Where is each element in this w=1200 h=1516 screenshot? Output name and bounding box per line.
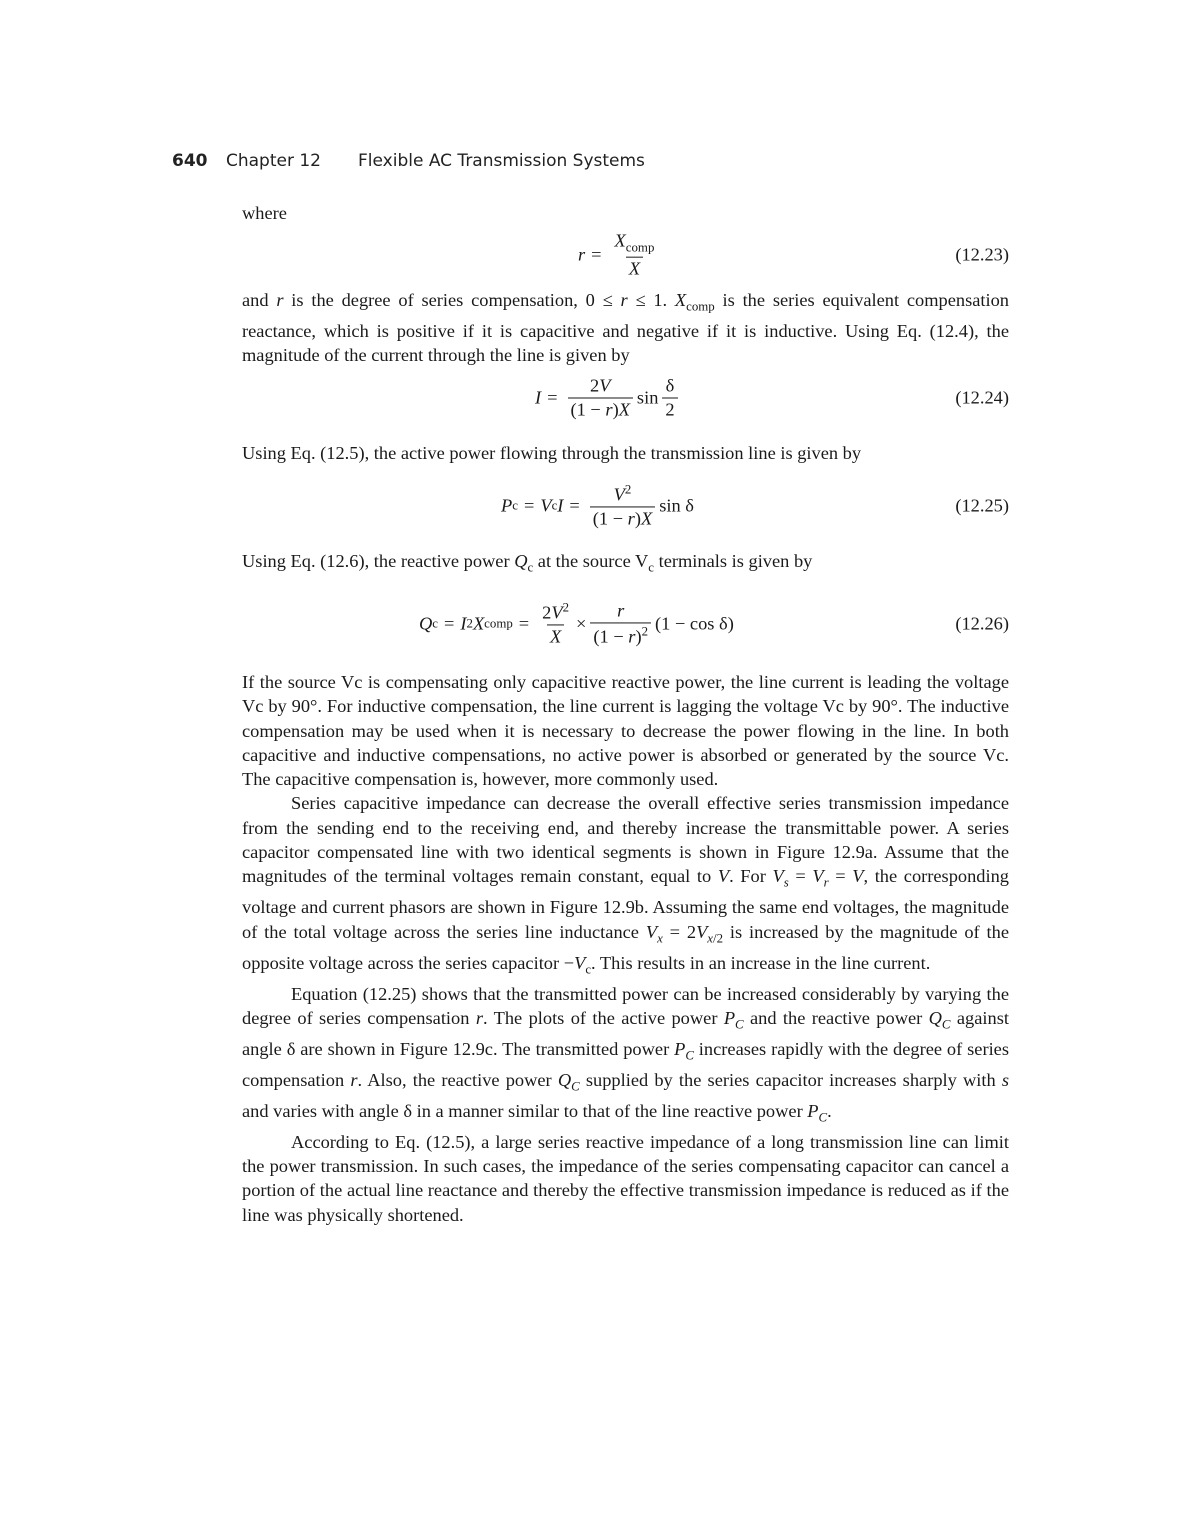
paragraph-2: Using Eq. (12.5), the active power flowing through the transmission line is given by bbox=[242, 443, 862, 463]
paragraph-3: Using Eq. (12.6), the reactive power $Q_c$ at the source $V_c$ terminals is given by bbox=[242, 551, 813, 575]
running-header bbox=[172, 151, 645, 171]
equation-number: (12.25) bbox=[955, 495, 1009, 516]
equation-12-26: Q c = I 2 X comp = $\frac{2V^2}{X}$ × $\frac{r}{(1 - r)^2}$ (1 − cos δ) (12.26) bbox=[419, 600, 1009, 647]
paragraph-7: According to Eq. (12.5), a large series reactive impedance of a long transmission line can limit the power transmission. In such cases, the impedance of the series compensating capacitor can cancel a portion of the actual line reactance and thereby the effective transmission impedance is reduced as if the line was physically shortened. bbox=[242, 1131, 1009, 1225]
where-label: where bbox=[242, 203, 287, 223]
equation-12-23: r = $\frac{X_{comp}}{X}$ (12.23) bbox=[578, 230, 1009, 279]
page-number: 640 bbox=[172, 151, 208, 171]
body-text bbox=[242, 670, 1009, 1227]
equation-12-25: P c = V c I = $\frac{V^2}{(1 - r)X}$ sin δ (12.25) bbox=[501, 482, 1009, 529]
equation-number: (12.26) bbox=[955, 613, 1009, 634]
equation-12-24: I = $\frac{2V}{(1 - r)X}$ sin $\frac{\delta}{2}$ (12.24) bbox=[535, 375, 1009, 420]
chapter-label: Chapter 12 bbox=[226, 151, 322, 171]
paragraph-6: Equation (12.25) shows that the transmitted power can be increased considerably by varying the degree of series compensation r. The plots of the active power $P_C$ and the reactive power $Q_C$ against angle δ are shown in Figure 12.9c. The transmitted power $P_C$ increases rapidly with the degree of series compensation r. Also, the reactive power $Q_C$ supplied by the series capacitor increases sharply with s and varies with angle δ in a manner similar to that of the line reactive power $P_C$. bbox=[242, 983, 1010, 1125]
equation-number: (12.23) bbox=[955, 244, 1009, 265]
chapter-title: Flexible AC Transmission Systems bbox=[358, 151, 645, 171]
paragraph-5: Series capacitive impedance can decrease the overall effective series transmission impedance from the sending end to the receiving end, and thereby increase the transmittable power. A series capacitor compensated line with two identical segments is shown in Figure 12.9a. Assume that the magnitudes of the terminal voltages remain constant, equal to V. For $V_s = V_r = V$, the corresponding voltage and current phasors are shown in Figure 12.9b. Assuming the same end voltages, the magnitude of the total voltage across the series line inductance $V_x = 2V_{x/2}$ is increased by the magnitude of the opposite voltage across the series capacitor $-V_c$. This results in an increase in the line current. bbox=[242, 793, 1009, 977]
equation-number: (12.24) bbox=[955, 387, 1009, 408]
paragraph-1: and r is the degree of series compensation, 0 ≤ r ≤ 1. $X_{comp}$ is the series equivalent compensation reactance, which is positive if it is capacitive and negative if it is inductive. Using Eq. (12.4), the magnitude of the current through the line is given by bbox=[242, 290, 1009, 366]
paragraph-4: If the source Vc is compensating only capacitive reactive power, the line current is leading the voltage Vc by 90°. For inductive compensation, the line current is lagging the voltage Vc by 90°. The inductive compensation may be used when it is necessary to decrease the power flowing in the line. In both capacitive and inductive compensations, no active power is absorbed or generated by the source Vc. The capacitive compensation is, however, more commonly used. bbox=[242, 672, 1009, 790]
